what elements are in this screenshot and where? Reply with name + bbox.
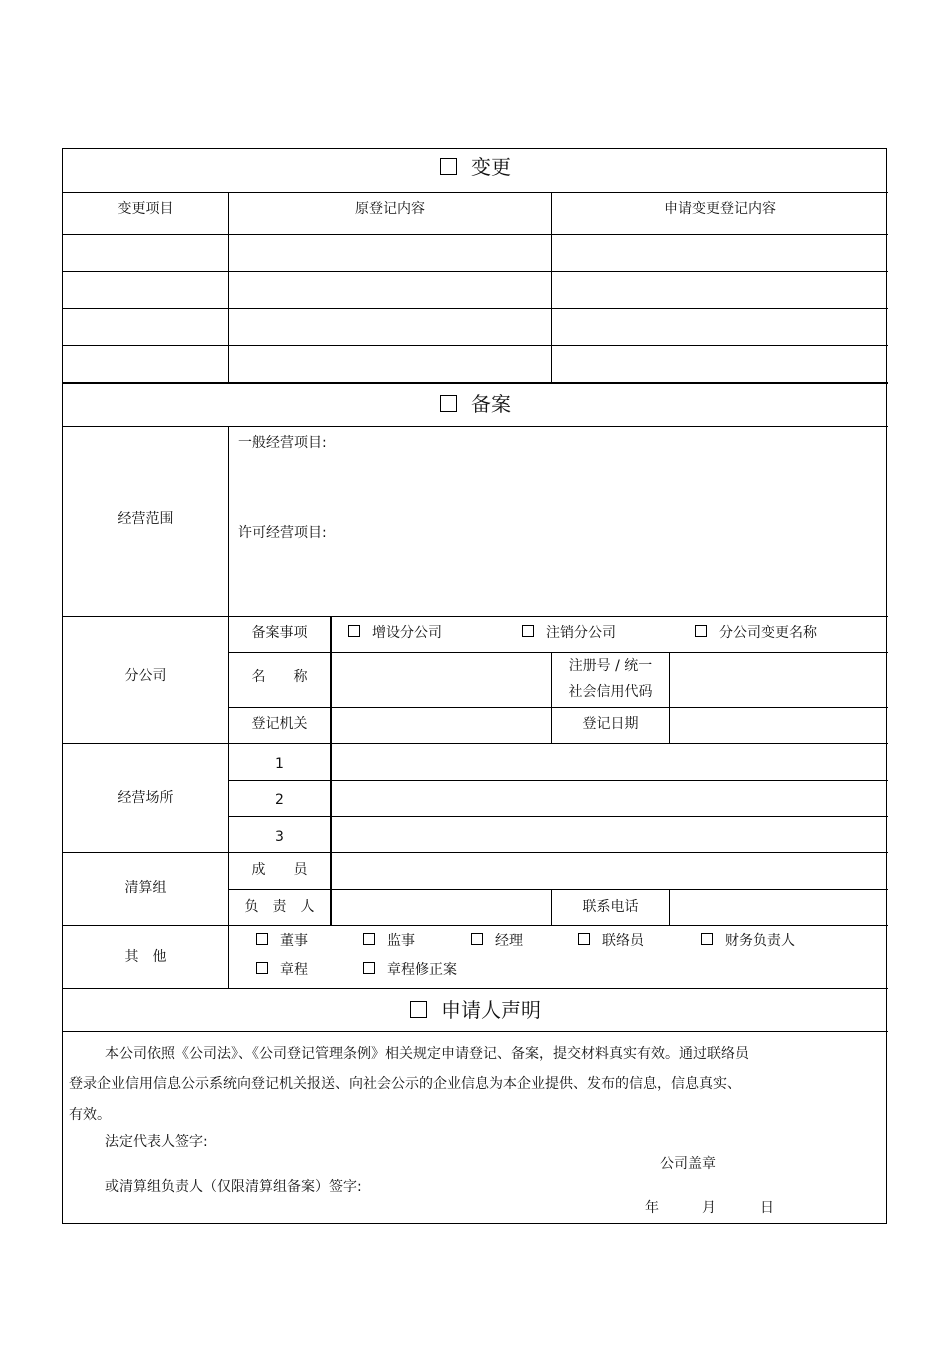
checkbox-icon[interactable] (701, 933, 713, 945)
business-scope-label: 经营范围 (117, 511, 174, 527)
divider (228, 780, 888, 781)
change-title-text: 变更 (471, 155, 511, 179)
divider (228, 192, 229, 383)
divider (228, 652, 888, 653)
checkbox-icon[interactable] (522, 625, 534, 637)
divider (669, 652, 670, 743)
col-header-original: 原登记内容 (355, 201, 425, 217)
declaration-title-text: 申请人声明 (441, 998, 541, 1022)
general-business-label: 一般经营项目: (238, 435, 327, 451)
option-label: 经理 (495, 933, 523, 949)
premises-label: 经营场所 (117, 790, 174, 806)
divider (63, 382, 888, 384)
declaration-text-line1: 本公司依照《公司法》、《公司登记管理条例》相关规定申请登记、备案，提交材料真实有效。通过联络员 (105, 1046, 749, 1062)
leader-label: 负 责 人 (244, 899, 315, 915)
option-add-branch[interactable] (348, 624, 442, 642)
checkbox-icon[interactable] (578, 933, 590, 945)
divider (63, 234, 888, 235)
option-label: 分公司变更名称 (719, 625, 817, 641)
divider (63, 743, 888, 744)
authority-label: 登记机关 (251, 716, 308, 732)
declaration-checkbox[interactable] (410, 1001, 427, 1018)
date-year-label: 年 (645, 1200, 659, 1216)
reg-no-label-line2: 社会信用代码 (568, 684, 653, 700)
divider (63, 852, 888, 853)
divider (63, 192, 888, 193)
divider (63, 308, 888, 309)
premises-row-number: 3 (275, 829, 284, 845)
change-section-title (63, 154, 888, 180)
reg-date-label: 登记日期 (582, 716, 639, 732)
option-liaison[interactable] (578, 932, 644, 950)
date-day-label: 日 (760, 1200, 774, 1216)
divider (63, 988, 888, 989)
col-header-item: 变更项目 (117, 201, 174, 217)
other-label: 其 他 (124, 949, 167, 965)
branch-name-label: 名 称 (251, 669, 308, 685)
change-checkbox[interactable] (440, 158, 457, 175)
option-label: 监事 (387, 933, 415, 949)
divider (63, 1031, 888, 1032)
declaration-text-line2: 登录企业信用信息公示系统向登记机关报送、向社会公示的企业信息为本企业提供、发布的信息，信息真实、 (69, 1076, 741, 1092)
option-label: 章程 (280, 962, 308, 978)
declaration-text-line3: 有效。 (69, 1107, 111, 1123)
members-label: 成 员 (251, 862, 308, 878)
option-cancel-branch[interactable] (522, 624, 616, 642)
option-manager[interactable] (471, 932, 523, 950)
licensed-business-label: 许可经营项目: (238, 525, 327, 541)
phone-label: 联系电话 (582, 899, 639, 915)
option-label: 注销分公司 (546, 625, 616, 641)
filing-matter-label: 备案事项 (251, 625, 308, 641)
branch-label: 分公司 (124, 668, 167, 684)
option-label: 财务负责人 (725, 933, 795, 949)
option-label: 章程修正案 (387, 962, 457, 978)
option-articles[interactable] (256, 961, 308, 979)
divider (228, 889, 888, 890)
divider (63, 345, 888, 346)
checkbox-icon[interactable] (256, 933, 268, 945)
divider (330, 616, 332, 926)
option-articles-amendment[interactable] (363, 961, 457, 979)
col-header-new: 申请变更登记内容 (664, 201, 776, 217)
divider (63, 271, 888, 272)
liquidation-label: 清算组 (124, 880, 167, 896)
option-label: 董事 (280, 933, 308, 949)
divider (63, 616, 888, 617)
checkbox-icon[interactable] (695, 625, 707, 637)
registration-form (62, 148, 887, 1224)
checkbox-icon[interactable] (363, 933, 375, 945)
legal-rep-signature-label: 法定代表人签字: (105, 1134, 208, 1150)
divider (228, 707, 888, 708)
divider (63, 426, 888, 427)
date-month-label: 月 (702, 1200, 716, 1216)
premises-row-number: 1 (275, 756, 284, 772)
checkbox-icon[interactable] (363, 962, 375, 974)
checkbox-icon[interactable] (348, 625, 360, 637)
declaration-title (63, 997, 888, 1023)
filing-section-title (63, 391, 888, 417)
checkbox-icon[interactable] (256, 962, 268, 974)
filing-title-text: 备案 (471, 392, 511, 416)
option-director[interactable] (256, 932, 308, 950)
checkbox-icon[interactable] (471, 933, 483, 945)
option-finance-head[interactable] (701, 932, 795, 950)
divider (551, 192, 552, 383)
premises-row-number: 2 (275, 792, 284, 808)
filing-checkbox[interactable] (440, 395, 457, 412)
liquidation-signature-label: 或清算组负责人（仅限清算组备案）签字: (105, 1179, 362, 1195)
divider (63, 925, 888, 926)
company-seal-label: 公司盖章 (660, 1156, 716, 1172)
option-label: 增设分公司 (372, 625, 442, 641)
option-label: 联络员 (602, 933, 644, 949)
option-supervisor[interactable] (363, 932, 415, 950)
reg-no-label-line1: 注册号 / 统一 (568, 658, 653, 674)
option-rename-branch[interactable] (695, 624, 817, 642)
divider (228, 816, 888, 817)
divider (669, 889, 670, 925)
